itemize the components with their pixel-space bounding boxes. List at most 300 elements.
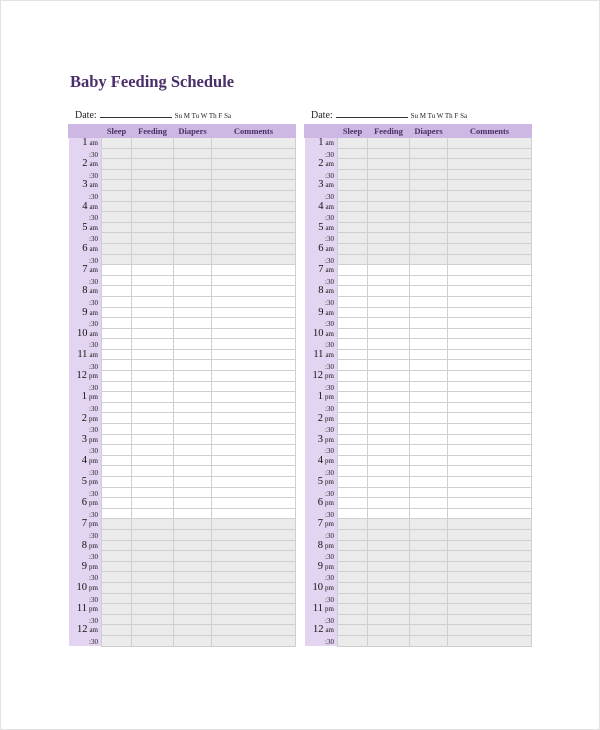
cell-sleep[interactable] (338, 360, 368, 371)
cell-feeding[interactable] (132, 434, 174, 445)
cell-feeding[interactable] (132, 529, 174, 540)
cell-sleep[interactable] (102, 572, 132, 583)
cell-diapers[interactable] (174, 635, 212, 646)
cell-comments[interactable] (212, 508, 296, 519)
cell-comments[interactable] (212, 286, 296, 297)
cell-comments[interactable] (212, 455, 296, 466)
cell-diapers[interactable] (174, 551, 212, 562)
cell-feeding[interactable] (368, 604, 410, 615)
cell-sleep[interactable] (102, 212, 132, 223)
cell-sleep[interactable] (338, 614, 368, 625)
cell-sleep[interactable] (102, 466, 132, 477)
cell-sleep[interactable] (338, 455, 368, 466)
cell-diapers[interactable] (174, 540, 212, 551)
cell-sleep[interactable] (102, 508, 132, 519)
cell-comments[interactable] (212, 296, 296, 307)
cell-diapers[interactable] (410, 498, 448, 509)
cell-comments[interactable] (448, 190, 532, 201)
cell-sleep[interactable] (338, 349, 368, 360)
cell-diapers[interactable] (174, 212, 212, 223)
cell-sleep[interactable] (338, 434, 368, 445)
cell-sleep[interactable] (102, 551, 132, 562)
cell-sleep[interactable] (338, 265, 368, 276)
cell-sleep[interactable] (338, 604, 368, 615)
cell-comments[interactable] (448, 392, 532, 403)
cell-diapers[interactable] (410, 434, 448, 445)
cell-comments[interactable] (448, 201, 532, 212)
cell-comments[interactable] (448, 487, 532, 498)
cell-sleep[interactable] (338, 138, 368, 149)
cell-diapers[interactable] (174, 455, 212, 466)
cell-sleep[interactable] (338, 392, 368, 403)
cell-diapers[interactable] (174, 402, 212, 413)
cell-comments[interactable] (212, 265, 296, 276)
cell-feeding[interactable] (368, 243, 410, 254)
cell-diapers[interactable] (410, 339, 448, 350)
cell-sleep[interactable] (338, 445, 368, 456)
cell-comments[interactable] (212, 466, 296, 477)
cell-diapers[interactable] (410, 381, 448, 392)
cell-comments[interactable] (212, 307, 296, 318)
cell-feeding[interactable] (132, 190, 174, 201)
cell-sleep[interactable] (338, 212, 368, 223)
cell-feeding[interactable] (132, 286, 174, 297)
cell-diapers[interactable] (410, 275, 448, 286)
cell-feeding[interactable] (132, 519, 174, 530)
cell-diapers[interactable] (174, 434, 212, 445)
cell-sleep[interactable] (338, 402, 368, 413)
cell-diapers[interactable] (410, 286, 448, 297)
cell-comments[interactable] (448, 593, 532, 604)
cell-comments[interactable] (448, 434, 532, 445)
cell-diapers[interactable] (174, 508, 212, 519)
cell-comments[interactable] (212, 148, 296, 159)
cell-diapers[interactable] (174, 424, 212, 435)
cell-feeding[interactable] (368, 487, 410, 498)
cell-feeding[interactable] (368, 328, 410, 339)
cell-comments[interactable] (212, 402, 296, 413)
cell-comments[interactable] (448, 381, 532, 392)
cell-feeding[interactable] (368, 413, 410, 424)
cell-feeding[interactable] (132, 604, 174, 615)
cell-diapers[interactable] (410, 614, 448, 625)
cell-diapers[interactable] (410, 477, 448, 488)
cell-comments[interactable] (212, 212, 296, 223)
cell-sleep[interactable] (102, 138, 132, 149)
cell-feeding[interactable] (132, 275, 174, 286)
cell-comments[interactable] (212, 445, 296, 456)
cell-comments[interactable] (212, 328, 296, 339)
cell-diapers[interactable] (410, 201, 448, 212)
cell-sleep[interactable] (338, 466, 368, 477)
cell-diapers[interactable] (410, 604, 448, 615)
cell-sleep[interactable] (102, 614, 132, 625)
cell-comments[interactable] (448, 159, 532, 170)
cell-diapers[interactable] (410, 159, 448, 170)
cell-feeding[interactable] (368, 371, 410, 382)
cell-feeding[interactable] (368, 540, 410, 551)
cell-sleep[interactable] (338, 593, 368, 604)
cell-comments[interactable] (448, 455, 532, 466)
cell-diapers[interactable] (174, 371, 212, 382)
cell-comments[interactable] (212, 434, 296, 445)
cell-feeding[interactable] (132, 243, 174, 254)
cell-feeding[interactable] (132, 582, 174, 593)
cell-diapers[interactable] (410, 138, 448, 149)
cell-comments[interactable] (212, 190, 296, 201)
cell-diapers[interactable] (174, 169, 212, 180)
cell-feeding[interactable] (368, 318, 410, 329)
cell-feeding[interactable] (368, 561, 410, 572)
cell-comments[interactable] (448, 413, 532, 424)
cell-feeding[interactable] (368, 434, 410, 445)
cell-feeding[interactable] (132, 424, 174, 435)
cell-diapers[interactable] (174, 254, 212, 265)
cell-feeding[interactable] (132, 339, 174, 350)
cell-diapers[interactable] (410, 222, 448, 233)
cell-feeding[interactable] (132, 572, 174, 583)
cell-sleep[interactable] (102, 635, 132, 646)
cell-diapers[interactable] (174, 392, 212, 403)
cell-diapers[interactable] (174, 286, 212, 297)
cell-sleep[interactable] (102, 604, 132, 615)
cell-diapers[interactable] (174, 381, 212, 392)
cell-feeding[interactable] (132, 307, 174, 318)
cell-sleep[interactable] (102, 328, 132, 339)
cell-comments[interactable] (212, 254, 296, 265)
cell-comments[interactable] (448, 222, 532, 233)
cell-feeding[interactable] (132, 540, 174, 551)
cell-diapers[interactable] (174, 487, 212, 498)
cell-diapers[interactable] (174, 529, 212, 540)
cell-sleep[interactable] (102, 233, 132, 244)
cell-comments[interactable] (212, 498, 296, 509)
cell-diapers[interactable] (174, 582, 212, 593)
cell-sleep[interactable] (102, 477, 132, 488)
cell-feeding[interactable] (132, 233, 174, 244)
cell-feeding[interactable] (132, 477, 174, 488)
cell-sleep[interactable] (338, 328, 368, 339)
cell-sleep[interactable] (338, 561, 368, 572)
cell-diapers[interactable] (174, 445, 212, 456)
cell-feeding[interactable] (132, 614, 174, 625)
cell-diapers[interactable] (410, 190, 448, 201)
cell-sleep[interactable] (338, 625, 368, 636)
cell-comments[interactable] (448, 286, 532, 297)
cell-sleep[interactable] (102, 307, 132, 318)
cell-diapers[interactable] (410, 508, 448, 519)
cell-diapers[interactable] (410, 180, 448, 191)
cell-feeding[interactable] (132, 625, 174, 636)
cell-sleep[interactable] (338, 307, 368, 318)
cell-diapers[interactable] (410, 455, 448, 466)
cell-feeding[interactable] (368, 551, 410, 562)
cell-sleep[interactable] (338, 477, 368, 488)
cell-feeding[interactable] (132, 296, 174, 307)
cell-sleep[interactable] (102, 275, 132, 286)
cell-sleep[interactable] (338, 201, 368, 212)
cell-sleep[interactable] (338, 519, 368, 530)
cell-sleep[interactable] (338, 572, 368, 583)
cell-diapers[interactable] (410, 593, 448, 604)
cell-feeding[interactable] (132, 445, 174, 456)
cell-feeding[interactable] (368, 519, 410, 530)
cell-sleep[interactable] (102, 286, 132, 297)
cell-comments[interactable] (212, 201, 296, 212)
cell-diapers[interactable] (410, 349, 448, 360)
cell-comments[interactable] (448, 604, 532, 615)
cell-feeding[interactable] (368, 169, 410, 180)
cell-diapers[interactable] (174, 519, 212, 530)
cell-feeding[interactable] (368, 402, 410, 413)
cell-sleep[interactable] (338, 254, 368, 265)
cell-diapers[interactable] (174, 318, 212, 329)
cell-sleep[interactable] (102, 625, 132, 636)
cell-comments[interactable] (448, 498, 532, 509)
cell-diapers[interactable] (410, 561, 448, 572)
cell-comments[interactable] (212, 413, 296, 424)
cell-comments[interactable] (212, 424, 296, 435)
cell-comments[interactable] (448, 477, 532, 488)
cell-comments[interactable] (448, 318, 532, 329)
cell-diapers[interactable] (174, 477, 212, 488)
cell-sleep[interactable] (102, 371, 132, 382)
cell-diapers[interactable] (174, 614, 212, 625)
cell-comments[interactable] (212, 138, 296, 149)
cell-comments[interactable] (212, 635, 296, 646)
cell-sleep[interactable] (102, 561, 132, 572)
cell-sleep[interactable] (102, 487, 132, 498)
cell-diapers[interactable] (410, 413, 448, 424)
cell-diapers[interactable] (410, 551, 448, 562)
cell-sleep[interactable] (338, 582, 368, 593)
cell-sleep[interactable] (102, 445, 132, 456)
cell-sleep[interactable] (102, 243, 132, 254)
cell-sleep[interactable] (102, 265, 132, 276)
cell-feeding[interactable] (368, 360, 410, 371)
cell-diapers[interactable] (410, 318, 448, 329)
cell-comments[interactable] (448, 371, 532, 382)
cell-diapers[interactable] (410, 254, 448, 265)
cell-comments[interactable] (448, 180, 532, 191)
cell-sleep[interactable] (338, 551, 368, 562)
cell-sleep[interactable] (338, 148, 368, 159)
cell-sleep[interactable] (102, 498, 132, 509)
cell-comments[interactable] (448, 424, 532, 435)
cell-comments[interactable] (448, 265, 532, 276)
cell-diapers[interactable] (410, 307, 448, 318)
cell-comments[interactable] (212, 349, 296, 360)
cell-comments[interactable] (212, 487, 296, 498)
cell-diapers[interactable] (410, 625, 448, 636)
cell-sleep[interactable] (338, 180, 368, 191)
cell-feeding[interactable] (368, 498, 410, 509)
cell-diapers[interactable] (410, 265, 448, 276)
cell-feeding[interactable] (368, 625, 410, 636)
cell-sleep[interactable] (338, 190, 368, 201)
cell-comments[interactable] (448, 296, 532, 307)
cell-feeding[interactable] (368, 582, 410, 593)
cell-diapers[interactable] (174, 159, 212, 170)
cell-sleep[interactable] (102, 169, 132, 180)
cell-feeding[interactable] (368, 424, 410, 435)
cell-feeding[interactable] (368, 212, 410, 223)
cell-diapers[interactable] (410, 371, 448, 382)
cell-feeding[interactable] (368, 148, 410, 159)
cell-comments[interactable] (448, 466, 532, 477)
cell-diapers[interactable] (410, 212, 448, 223)
cell-feeding[interactable] (368, 635, 410, 646)
cell-sleep[interactable] (338, 275, 368, 286)
cell-feeding[interactable] (368, 572, 410, 583)
cell-feeding[interactable] (368, 466, 410, 477)
cell-feeding[interactable] (132, 508, 174, 519)
cell-sleep[interactable] (338, 508, 368, 519)
cell-feeding[interactable] (132, 138, 174, 149)
cell-feeding[interactable] (132, 169, 174, 180)
cell-diapers[interactable] (174, 360, 212, 371)
cell-sleep[interactable] (102, 519, 132, 530)
cell-comments[interactable] (212, 222, 296, 233)
cell-sleep[interactable] (338, 169, 368, 180)
cell-comments[interactable] (212, 180, 296, 191)
cell-comments[interactable] (212, 477, 296, 488)
cell-sleep[interactable] (102, 455, 132, 466)
cell-sleep[interactable] (102, 582, 132, 593)
cell-feeding[interactable] (368, 307, 410, 318)
cell-comments[interactable] (448, 360, 532, 371)
cell-diapers[interactable] (174, 349, 212, 360)
date-input-line[interactable] (100, 108, 172, 118)
cell-comments[interactable] (212, 360, 296, 371)
cell-feeding[interactable] (368, 339, 410, 350)
cell-comments[interactable] (448, 169, 532, 180)
cell-sleep[interactable] (102, 424, 132, 435)
cell-diapers[interactable] (174, 328, 212, 339)
cell-comments[interactable] (448, 529, 532, 540)
cell-diapers[interactable] (410, 392, 448, 403)
cell-sleep[interactable] (102, 318, 132, 329)
cell-sleep[interactable] (102, 148, 132, 159)
cell-comments[interactable] (448, 349, 532, 360)
cell-feeding[interactable] (132, 222, 174, 233)
cell-feeding[interactable] (368, 201, 410, 212)
cell-sleep[interactable] (102, 180, 132, 191)
cell-feeding[interactable] (368, 477, 410, 488)
cell-comments[interactable] (448, 402, 532, 413)
cell-comments[interactable] (448, 582, 532, 593)
cell-diapers[interactable] (410, 424, 448, 435)
cell-feeding[interactable] (368, 233, 410, 244)
cell-diapers[interactable] (410, 572, 448, 583)
cell-diapers[interactable] (174, 625, 212, 636)
cell-comments[interactable] (448, 275, 532, 286)
cell-comments[interactable] (448, 614, 532, 625)
cell-diapers[interactable] (410, 148, 448, 159)
cell-comments[interactable] (448, 138, 532, 149)
cell-diapers[interactable] (174, 148, 212, 159)
cell-comments[interactable] (212, 572, 296, 583)
cell-diapers[interactable] (174, 413, 212, 424)
cell-sleep[interactable] (338, 540, 368, 551)
cell-comments[interactable] (212, 519, 296, 530)
cell-sleep[interactable] (102, 402, 132, 413)
cell-feeding[interactable] (368, 190, 410, 201)
cell-diapers[interactable] (410, 445, 448, 456)
cell-sleep[interactable] (338, 635, 368, 646)
cell-feeding[interactable] (132, 254, 174, 265)
cell-comments[interactable] (448, 635, 532, 646)
cell-sleep[interactable] (102, 254, 132, 265)
cell-diapers[interactable] (174, 233, 212, 244)
cell-diapers[interactable] (174, 593, 212, 604)
cell-feeding[interactable] (132, 381, 174, 392)
cell-sleep[interactable] (338, 487, 368, 498)
cell-sleep[interactable] (338, 413, 368, 424)
cell-comments[interactable] (212, 593, 296, 604)
cell-feeding[interactable] (368, 254, 410, 265)
cell-comments[interactable] (212, 339, 296, 350)
cell-sleep[interactable] (338, 296, 368, 307)
cell-comments[interactable] (448, 572, 532, 583)
cell-diapers[interactable] (410, 328, 448, 339)
cell-feeding[interactable] (368, 180, 410, 191)
cell-diapers[interactable] (174, 275, 212, 286)
cell-comments[interactable] (212, 159, 296, 170)
cell-sleep[interactable] (338, 159, 368, 170)
cell-feeding[interactable] (132, 487, 174, 498)
cell-comments[interactable] (448, 551, 532, 562)
cell-feeding[interactable] (132, 148, 174, 159)
cell-feeding[interactable] (368, 286, 410, 297)
cell-diapers[interactable] (410, 582, 448, 593)
cell-comments[interactable] (448, 254, 532, 265)
cell-sleep[interactable] (102, 222, 132, 233)
cell-sleep[interactable] (102, 339, 132, 350)
cell-diapers[interactable] (174, 296, 212, 307)
cell-comments[interactable] (212, 582, 296, 593)
cell-diapers[interactable] (174, 138, 212, 149)
cell-sleep[interactable] (102, 529, 132, 540)
cell-sleep[interactable] (338, 222, 368, 233)
cell-sleep[interactable] (338, 529, 368, 540)
cell-comments[interactable] (448, 445, 532, 456)
cell-feeding[interactable] (132, 371, 174, 382)
cell-comments[interactable] (448, 307, 532, 318)
cell-diapers[interactable] (174, 561, 212, 572)
cell-feeding[interactable] (368, 508, 410, 519)
cell-feeding[interactable] (132, 360, 174, 371)
cell-comments[interactable] (212, 392, 296, 403)
cell-comments[interactable] (212, 169, 296, 180)
cell-comments[interactable] (212, 318, 296, 329)
cell-comments[interactable] (448, 561, 532, 572)
cell-sleep[interactable] (338, 371, 368, 382)
cell-comments[interactable] (212, 625, 296, 636)
cell-sleep[interactable] (338, 339, 368, 350)
cell-feeding[interactable] (368, 265, 410, 276)
cell-diapers[interactable] (410, 243, 448, 254)
cell-diapers[interactable] (174, 339, 212, 350)
cell-comments[interactable] (448, 508, 532, 519)
cell-comments[interactable] (448, 243, 532, 254)
cell-diapers[interactable] (174, 190, 212, 201)
cell-feeding[interactable] (132, 265, 174, 276)
cell-diapers[interactable] (174, 265, 212, 276)
cell-feeding[interactable] (132, 212, 174, 223)
cell-feeding[interactable] (132, 413, 174, 424)
cell-sleep[interactable] (102, 413, 132, 424)
